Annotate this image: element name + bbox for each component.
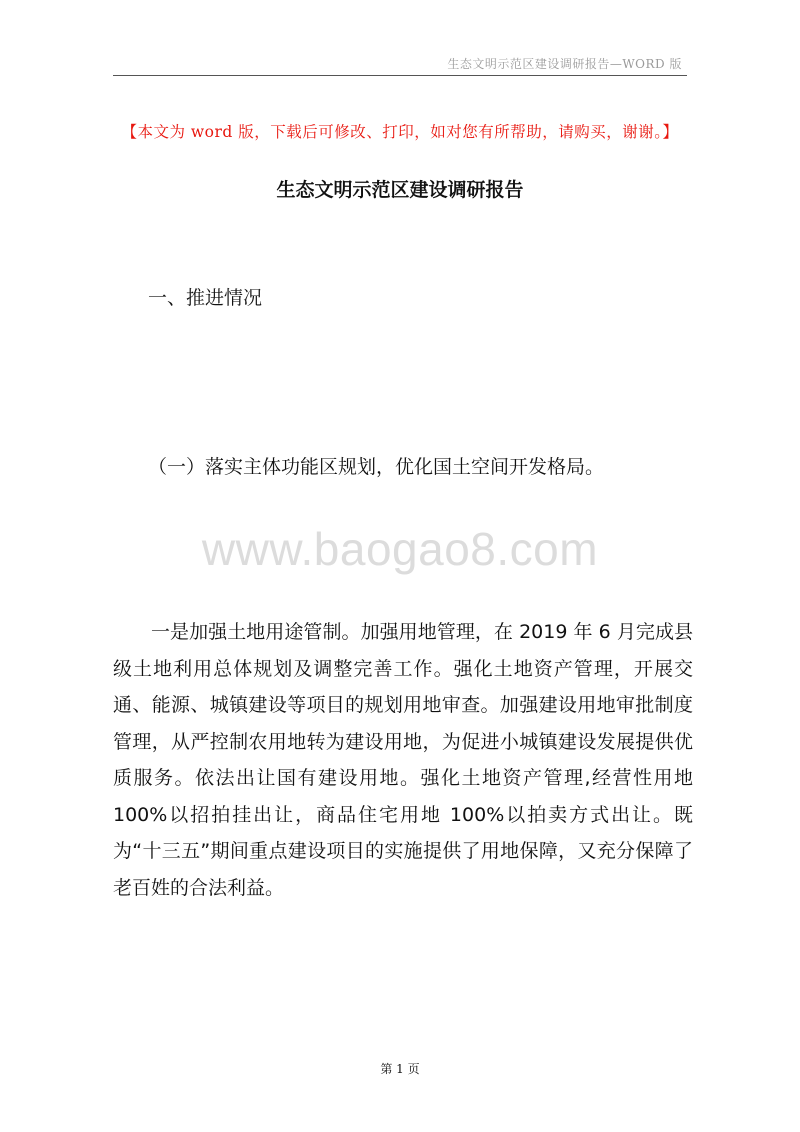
- page-number: 第 1 页: [380, 1062, 420, 1076]
- running-header: 生态文明示范区建设调研报告—WORD 版: [447, 57, 682, 71]
- sub-heading: （一）落实主体功能区规划，优化国土空间开发格局。: [148, 456, 605, 478]
- watermark: www.baogao8.com: [201, 523, 599, 575]
- header-rule: [113, 75, 687, 76]
- body-paragraph: 一是加强土地用途管制。加强用地管理，在 2019 年 6 月完成县级土地利用总体规划及调整完善工作。强化土地资产管理，开展交通、能源、城镇建设等项目的规划用地审查。加强建设用地审批制度管理，从严控制农用地转为建设用地，为促进小城镇建设发展提供优质服务。依法出让国有建设用地。强化土地资产管理,经营性用地 100%以招拍挂出让，商品住宅用地 100%以拍卖方式出让。既为“十三五”期间重点建设项目的实施提供了用地保障，又充分保障了老百姓的合法利益。: [113, 621, 693, 899]
- purchase-notice: 【本文为 word 版，下载后可修改、打印，如对您有所帮助，请购买，谢谢。】: [121, 123, 679, 141]
- section-heading: 一、推进情况: [148, 287, 263, 309]
- document-title: 生态文明示范区建设调研报告: [276, 179, 524, 201]
